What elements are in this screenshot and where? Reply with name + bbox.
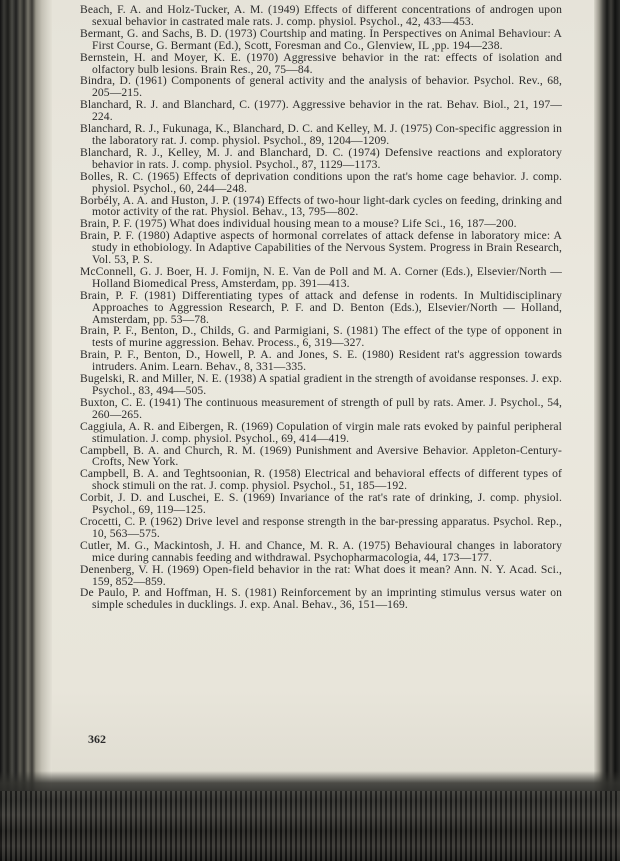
page-stack-stripes xyxy=(0,791,620,861)
reference-entry: Bolles, R. C. (1965) Effects of deprivation conditions upon the rat's home cage behavior. J. comp. physiol. Psychol., 60, 244—248. xyxy=(80,169,562,195)
reference-entry: De Paulo, P. and Hoffman, H. S. (1981) Reinforcement by an imprinting stimulus versus water on simple schedules in ducklings. J. exp. Anal. Behav., 36, 151—169. xyxy=(80,586,562,612)
reference-entry: Brain, P. F., Benton, D., Howell, P. A. and Jones, S. E. (1980) Resident rat's aggression towards intruders. Anim. Learn. Behav., 8, 331—335. xyxy=(80,348,562,374)
reference-entry: Buxton, C. E. (1941) The continuous measurement of strength of pull by rats. Amer. J. Psychol., 54, 260—265. xyxy=(80,395,562,421)
reference-entry: Brain, P. F. (1975) What does individual housing mean to a mouse? Life Sci., 16, 187—200. xyxy=(80,217,517,231)
reference-entry: Cutler, M. G., Mackintosh, J. H. and Chance, M. R. A. (1975) Behavioural changes in laboratory mice during cannabis feeding and withdrawal. Psychopharmacologia, 44, 173—177. xyxy=(80,538,562,564)
reference-entry: Crocetti, C. P. (1962) Drive level and response strength in the bar-pressing apparatus. Psychol. Rep., 10, 563—575. xyxy=(80,514,562,540)
book-edge-right xyxy=(594,0,620,861)
reference-entry: Brain, P. F. (1981) Differentiating types of attack and defense in rodents. In Multidisciplinary Approaches to Aggression Research, P. F. and D. Benton (Eds.), Elsevier/North — Holland, Amsterdam, pp. 53—78. xyxy=(80,288,562,326)
reference-entry: Denenberg, V. H. (1969) Open-field behavior in the rat: What does it mean? Ann. N. Y. Acad. Sci., 159, 852—859. xyxy=(80,562,562,588)
reference-entry: Bugelski, R. and Miller, N. E. (1938) A spatial gradient in the strength of avoidanse responses. J. exp. Psychol., 83, 494—505. xyxy=(80,372,562,397)
reference-entry: Beach, F. A. and Holz-Tucker, A. M. (1949) Effects of different concentrations of androgen upon sexual behavior in castrated male rats. J. comp. physiol. Psychol., 42, 433—453. xyxy=(80,3,562,28)
reference-entry: Campbell, B. A. and Teghtsoonian, R. (1958) Electrical and behavioral effects of different types of shock stimuli on the rat. J. comp. physiol. Psychol., 51, 185—192. xyxy=(80,467,562,493)
reference-entry: Bernstein, H. and Moyer, K. E. (1970) Aggressive behavior in the rat: effects of isolation and olfactory bulb lesions. Brain Res., 20, 75—84. xyxy=(80,50,562,76)
reference-entry: Bindra, D. (1961) Components of general activity and the analysis of behavior. Psychol. Rev., 68, 205—215. xyxy=(80,74,562,100)
reference-entry: Caggiula, A. R. and Eibergen, R. (1969) Copulation of virgin male rats evoked by painful peripheral stimulation. J. comp. physiol. Psychol., 69, 414—419. xyxy=(80,419,562,445)
book-binding-left xyxy=(0,0,52,861)
page-number: 362 xyxy=(88,732,106,746)
reference-entry: Blanchard, R. J., Fukunaga, K., Blanchard, D. C. and Kelley, M. J. (1975) Con-specific aggression in the laboratory rat. J. comp. physiol. Psychol., 89, 1204—1209. xyxy=(80,122,562,147)
reference-entry: McConnell, G. J. Boer, H. J. Fomijn, N. E. Van de Poll and M. A. Corner (Eds.), Elsevier/North — Holland Biomedical Press, Amsterdam, pp. 391—413. xyxy=(80,264,562,290)
reference-entry: Borbély, A. A. and Huston, J. P. (1974) Effects of two-hour light-dark cycles on feeding, drinking and motor activity of the rat. Physiol. Behav., 13, 795—802. xyxy=(80,193,562,219)
reference-entry: Campbell, B. A. and Church, R. M. (1969) Punishment and Aversive Behavior. Appleton-Century-Crofts, New York. xyxy=(80,443,562,469)
reference-entry: Bermant, G. and Sachs, B. D. (1973) Courtship and mating. In Perspectives on Animal Behaviour: A First Course, G. Bermant (Ed.), Scott, Foresman and Co., Glenview, IL ,pp. 194—238. xyxy=(80,26,562,52)
reference-entry: Blanchard, R. J., Kelley, M. J. and Blanchard, D. C. (1974) Defensive reactions and exploratory behavior in rats. J. comp. physiol. Psychol., 87, 1129—1173. xyxy=(80,145,562,171)
reference-entry: Brain, P. F. (1980) Adaptive aspects of hormonal correlates of attack defense in laboratory mice: A study in ethobiology. In Adaptive Capabilities of the Nervous System. Progress in Brain Research, Vol. 53, P. S. xyxy=(80,229,562,267)
reference-entry: Blanchard, R. J. and Blanchard, C. (1977). Aggressive behavior in the rat. Behav. Biol., 21, 197—224. xyxy=(80,98,562,124)
reference-entry: Brain, P. F., Benton, D., Childs, G. and Parmigiani, S. (1981) The effect of the type of opponent in tests of murine aggression. Behav. Process., 6, 319—327. xyxy=(80,324,562,350)
reference-list xyxy=(80,4,562,611)
reference-entry: Corbit, J. D. and Luschei, E. S. (1969) Invariance of the rat's rate of drinking, J. comp. physiol. Psychol., 69, 119—125. xyxy=(80,491,562,517)
